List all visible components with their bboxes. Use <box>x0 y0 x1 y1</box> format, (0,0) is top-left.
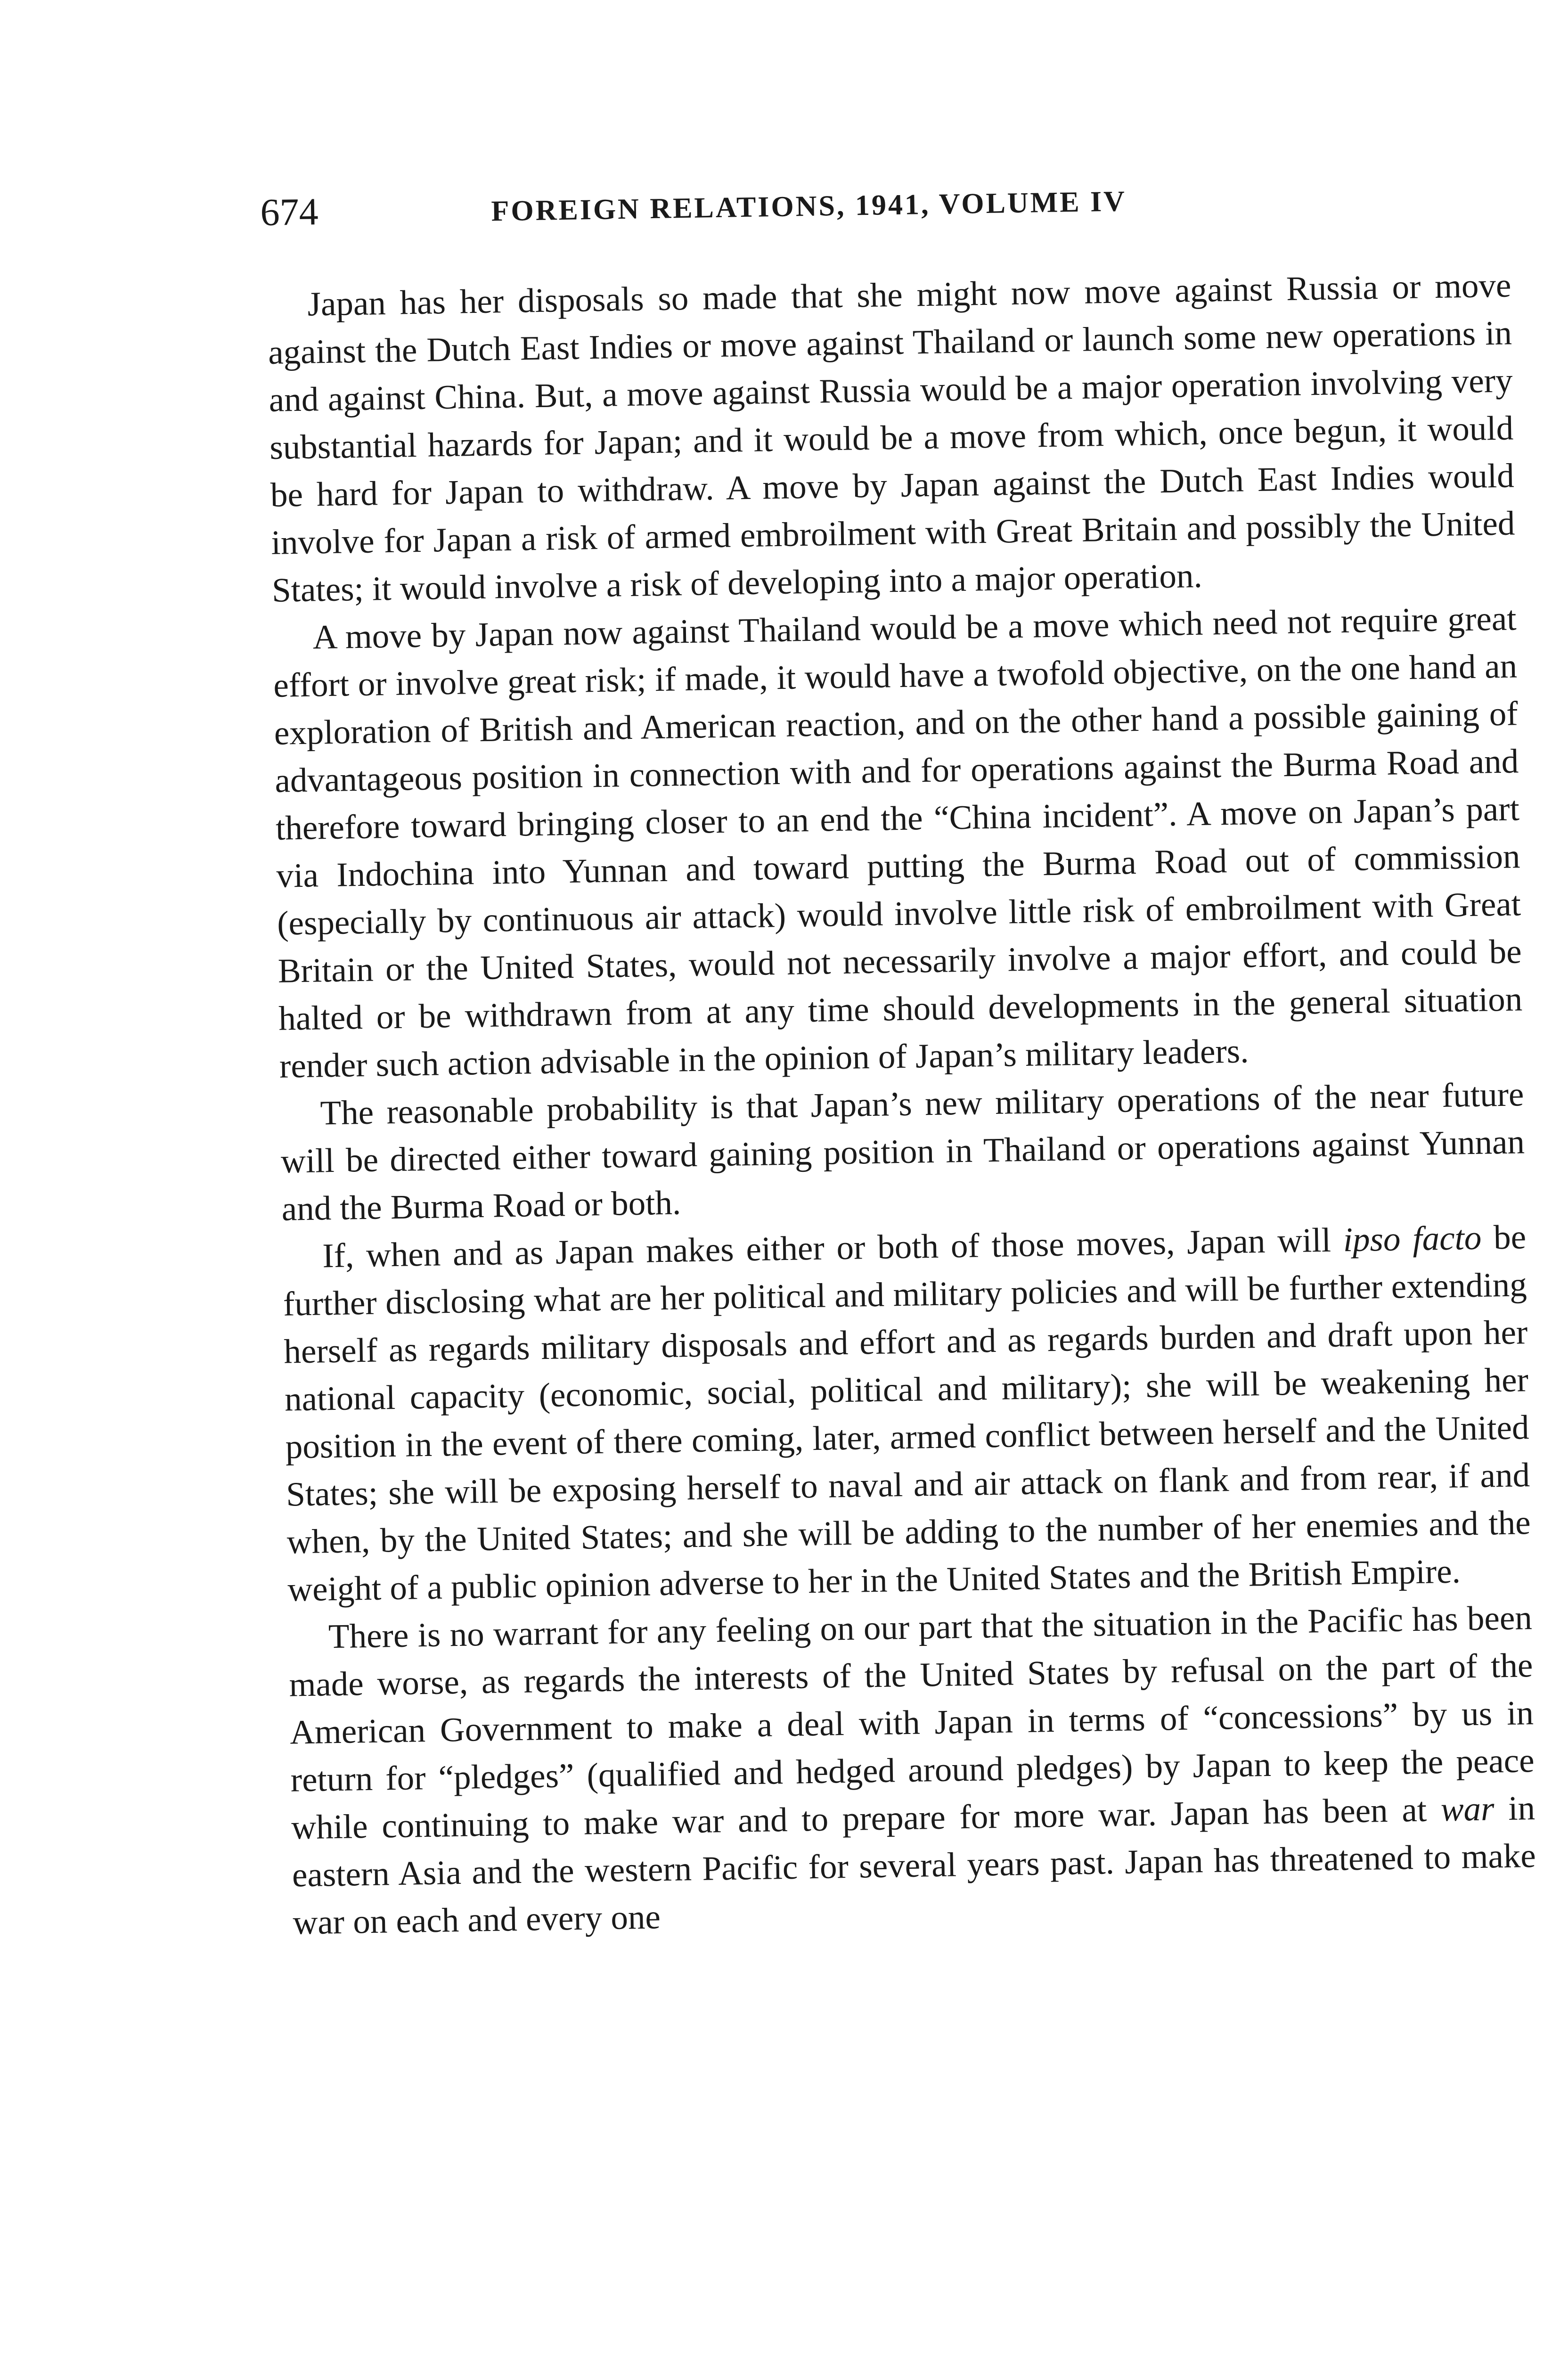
paragraph-2: A move by Japan now against Thailand would be a move which need not require great effort or involve great risk; if made, it would have a twofold objective, on the one hand an exploration of British and American reaction, and on the other hand a possible gaining of advantageous position in connection with and for operations against the Burma Road and therefore toward bringing closer to an end the “China incident”. A move on Japan’s part via Indochina into Yunnan and toward putting the Burma Road out of commission (especially by continuous air attack) would involve little risk of embroilment with Great Britain or the United States, would not necessarily involve a major effort, and could be halted or be withdrawn from at any time should developments in the general situation render such action advisable in the opinion of Japan’s military leaders. <box>273 599 1523 1085</box>
paragraph-5-text-b: in eastern Asia and the western Pacific for several years past. Japan has threatened to make war on each and every one <box>292 1789 1536 1942</box>
body-text <box>267 262 1537 1947</box>
paragraph-5-italic: war <box>1440 1789 1495 1829</box>
paragraph-1: Japan has her disposals so made that she might now move against Russia or move against the Dutch East Indies or move against Thailand or launch some new operations in and against China. But, a move against Russia would be a major operation involving very substantial hazards for Japan; and it would be a move from which, once begun, it would be hard for Japan to withdraw. A move by Japan against the Dutch East Indies would involve for Japan a risk of armed embroilment with Great Britain and possibly the United States; it would involve a risk of developing into a major operation. <box>268 266 1515 609</box>
paragraph-5 <box>288 1594 1537 1946</box>
paragraph-4-italic: ipso facto <box>1343 1218 1482 1259</box>
running-head: FOREIGN RELATIONS, 1941, VOLUME IV <box>491 185 1127 228</box>
paragraph-4-text-b: be further disclosing what are her political and military policies and will be further extending herself as regards military disposals and effort and as regards burden and draft upon her national capacity (economic, social, political and military); she will be weakening her position in the event of there coming, later, armed conflict between herself and the United States; she will be exposing herself to naval and air attack on flank and from rear, if and when, by the United States; and she will be adding to the number of her enemies and the weight of a public opinion adverse to her in the United States and the British Empire. <box>283 1218 1531 1609</box>
paragraph-5-text-a: There is no warrant for any feeling on our part that the situation in the Pacific has been made worse, as regards the interests of the United States by refusal on the part of the American Government to make a deal with Japan in terms of “concessions” by us in return for “pledges” (qualified and hedged around pledges) by Japan to keep the peace while continuing to make war and to prepare for more war. Japan has been at <box>288 1598 1535 1847</box>
page-number: 674 <box>260 190 319 234</box>
paragraph-4 <box>282 1213 1532 1613</box>
page-header <box>260 170 1505 245</box>
paragraph-3: The reasonable probability is that Japan’s new military operations of the near future will be directed either toward gaining position in Thailand or operations against Yunnan and the Burma Road or both. <box>280 1075 1525 1228</box>
paragraph-4-text-a: If, when and as Japan makes either or both of those moves, Japan will <box>322 1220 1344 1275</box>
